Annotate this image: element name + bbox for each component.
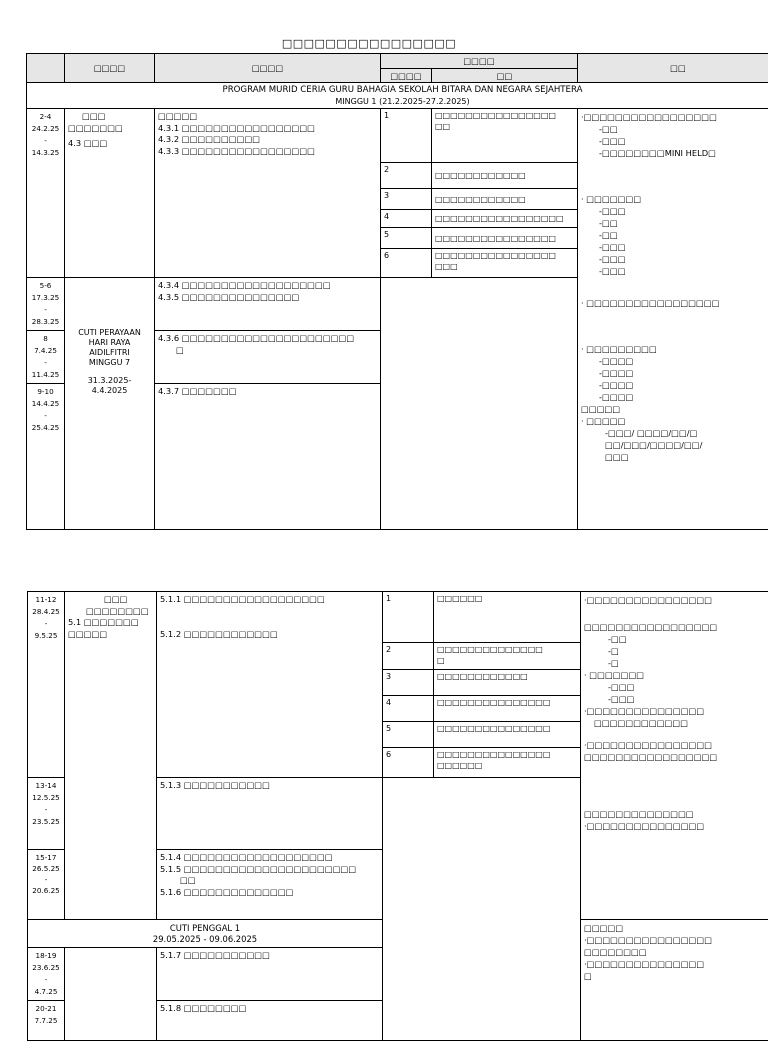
week-cell: 11-12 28.4.25 - 9.5.25: [28, 592, 65, 778]
activity-no: 4: [381, 210, 432, 228]
header-standard: □□□□: [155, 54, 381, 83]
lesson-plan-table-1: [26, 53, 768, 530]
lesson-plan-table-2: [27, 591, 768, 1041]
standard-cell: 5.1.3 □□□□□□□□□□□: [157, 778, 383, 850]
header-notes: □□: [578, 54, 768, 83]
activity-text: □□□□□□□□□□□□□□□□□: [432, 210, 578, 228]
week-cell: 9-10 14.4.25 - 25.4.25: [27, 384, 65, 530]
week-cell: 15-17 26.5.25 - 20.6.25: [28, 850, 65, 920]
week-cell: 8 7.4.25 - 11.4.25: [27, 331, 65, 384]
activity-no: 4: [383, 696, 434, 722]
standard-cell: 4.3.7 □□□□□□□: [155, 384, 381, 530]
activity-text: □□□□□□□□□□□□□□□ □□□□□□: [434, 748, 581, 778]
week-cell: 5-6 17.3.25 - 28.3.25: [27, 278, 65, 331]
activity-empty: [383, 778, 581, 1041]
activity-no: 2: [383, 643, 434, 670]
activity-text: □□□□□□□□□□□□□□□: [434, 696, 581, 722]
topic-cell: □□□ □□□□□□□□ 5.1 □□□□□□□ □□□□□: [65, 592, 157, 920]
holiday-cell: CUTI PERAYAAN HARI RAYA AIDILFITRI MINGGU 7 31.3.2025- 4.4.2025: [65, 278, 155, 530]
activity-text: □□□□□□: [434, 592, 581, 643]
standard-cell: 4.3.4 □□□□□□□□□□□□□□□□□□□ 4.3.5 □□□□□□□□□□□□□□□: [155, 278, 381, 331]
standard-cell: 5.1.4 □□□□□□□□□□□□□□□□□□□ 5.1.5 □□□□□□□□□□□□□□□□□□□□□□ □□ 5.1.6 □□□□□□□□□□□□□□: [157, 850, 383, 920]
header-activity-content: □□: [432, 69, 578, 83]
header-activity: □□□□: [381, 54, 578, 69]
header-week: [27, 54, 65, 83]
activity-text: □□□□□□□□□□□□: [432, 163, 578, 189]
term-break-banner: CUTI PENGGAL 1 29.05.2025 - 09.06.2025: [28, 920, 383, 948]
activity-no: 1: [383, 592, 434, 643]
topic-cell: □□□ □□□□□□□ 4.3 □□□: [65, 109, 155, 278]
header-activity-no: □□□□: [381, 69, 432, 83]
activity-no: 1: [381, 109, 432, 163]
activity-empty: [381, 278, 578, 530]
activity-no: 3: [381, 189, 432, 210]
activity-text: □□□□□□□□□□□□□□□□: [432, 228, 578, 249]
program-banner: [27, 83, 768, 109]
notes-cell: ·□□□□□□□□□□□□□□□□ □□□□□□□□□□□□□□□□□ -□□ -□ -□ · □□□□□□□ -□□□ -□□□ ·□□□□□□□□□□□□□□□ □□□□□□□□□□□□ ·□□□□□□□□□□□□□□□□ □□□□□□□□□□□□□□□□□ □□□□□□□□□□□□□□ ·□□□□□□□□□□□□□□□: [581, 592, 768, 920]
activity-no: 5: [381, 228, 432, 249]
notes-cell: ·□□□□□□□□□□□□□□□□□ -□□ -□□□ -□□□□□□□□MINI HELD□ · □□□□□□□ -□□□ -□□ -□□ -□□□ -□□□ -□□□ · □□□□□□□□□□□□□□□□□ · □□□□□□□□□ -□□□□ -□□□□ -□□□□ -□□□□ □□□□□ · □□□□□ -□□□/ □□□□/□□/□ □□/□□□/□□□□/□□/ □□□: [578, 109, 768, 530]
activity-text: □□□□□□□□□□□□□□□□ □□: [432, 109, 578, 163]
activity-no: 3: [383, 670, 434, 696]
notes-cell: □□□□□ ·□□□□□□□□□□□□□□□□ □□□□□□□□ ·□□□□□□□□□□□□□□□ □: [581, 920, 768, 1041]
activity-no: 6: [383, 748, 434, 778]
activity-text: □□□□□□□□□□□□□□□: [434, 722, 581, 748]
activity-text: □□□□□□□□□□□□: [432, 189, 578, 210]
standard-cell: □□□□□ 4.3.1 □□□□□□□□□□□□□□□□□ 4.3.2 □□□□□□□□□□ 4.3.3 □□□□□□□□□□□□□□□□□: [155, 109, 381, 278]
activity-text: □□□□□□□□□□□□: [434, 670, 581, 696]
activity-no: 6: [381, 249, 432, 278]
banner-line-2: MINGGU 1 (21.2.2025-27.2.2025): [27, 96, 768, 107]
standard-cell: 5.1.1 □□□□□□□□□□□□□□□□□□ 5.1.2 □□□□□□□□□□□□: [157, 592, 383, 778]
banner-line-1: PROGRAM MURID CERIA GURU BAHAGIA SEKOLAH BITARA DAN NEGARA SEJAHTERA: [27, 85, 768, 96]
activity-text: □□□□□□□□□□□□□□□□ □□□: [432, 249, 578, 278]
activity-text: □□□□□□□□□□□□□□ □: [434, 643, 581, 670]
activity-no: 2: [381, 163, 432, 189]
header-topic: □□□□: [65, 54, 155, 83]
document-title: □□□□□□□□□□□□□□□□: [0, 37, 738, 50]
activity-no: 5: [383, 722, 434, 748]
week-cell: 20-21 7.7.25: [28, 1001, 65, 1041]
standard-cell: 4.3.6 □□□□□□□□□□□□□□□□□□□□□□ □: [155, 331, 381, 384]
topic-empty: [65, 948, 157, 1041]
week-cell: 13-14 12.5.25 - 23.5.25: [28, 778, 65, 850]
standard-cell: 5.1.8 □□□□□□□□: [157, 1001, 383, 1041]
standard-cell: 5.1.7 □□□□□□□□□□□: [157, 948, 383, 1001]
week-cell: 2-4 24.2.25 - 14.3.25: [27, 109, 65, 278]
week-cell: 18-19 23.6.25 - 4.7.25: [28, 948, 65, 1001]
